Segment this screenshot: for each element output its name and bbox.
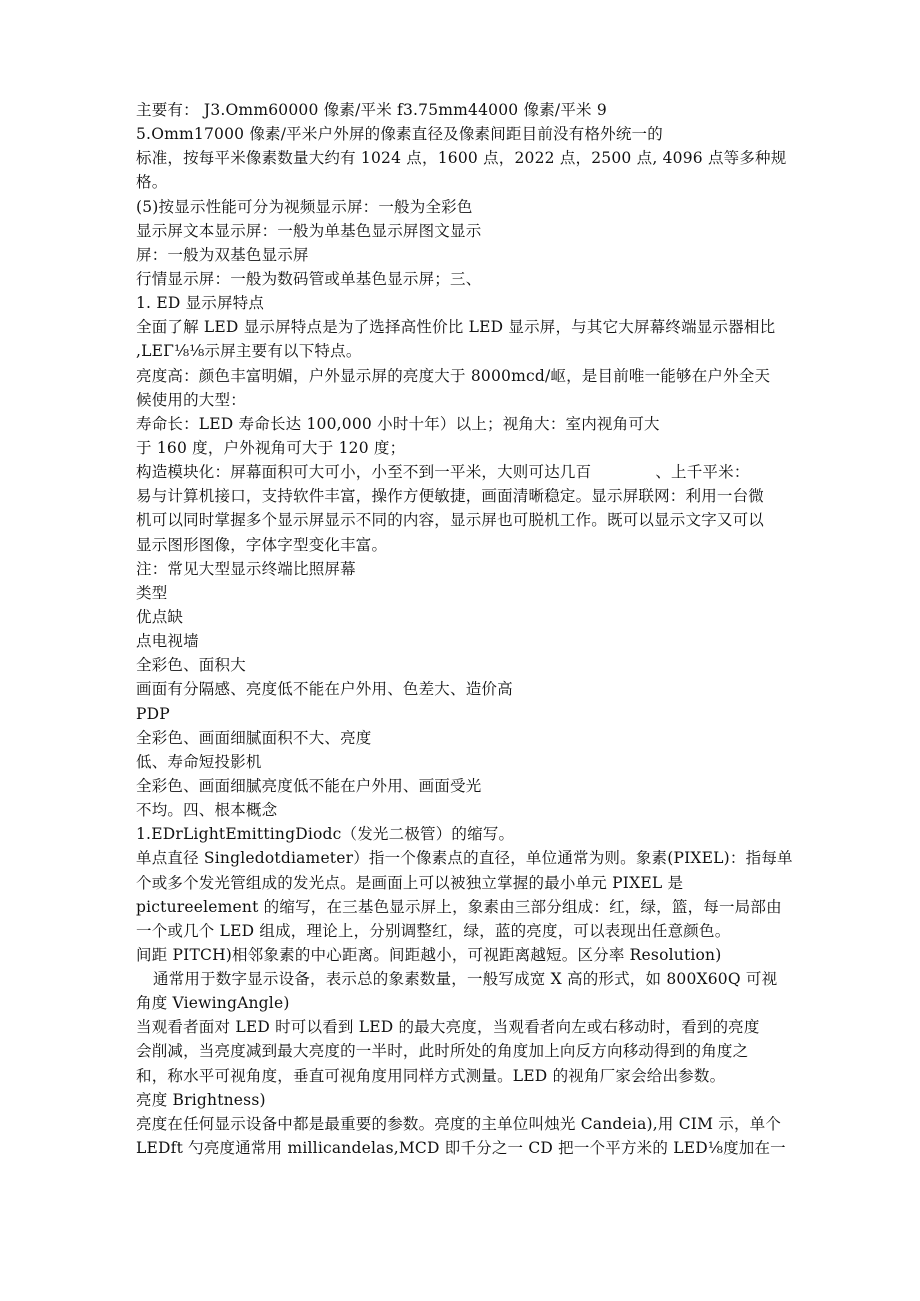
text-line-41: 和，称水平可视角度，垂直可视角度用同样方式测量。LED 的视角厂家会给出参数。	[136, 1066, 726, 1085]
text-line-35: 一个或几个 LED 组成，理论上，分别调整红，绿，蓝的亮度，可以表现出任意颜色。	[136, 921, 731, 940]
text-line-21: 类型	[136, 583, 168, 602]
text-line-36: 间距 PITCH)相邻象素的中心距离。间距越小，可视距离越短。区分率 Resolution)	[136, 945, 722, 964]
text-line-20: 注：常见大型显示终端比照屏幕	[136, 559, 356, 578]
text-line-28: 低、寿命短投影机	[136, 752, 262, 771]
text-line-18: 机可以同时掌握多个显示屏显示不同的内容，显示屏也可脱机工作。既可以显示文字又可以	[136, 511, 765, 530]
text-line-43: 亮度在任何显示设备中都是最重要的参数。亮度的主单位叫烛光 Candeia),用 CIM 示，单个	[136, 1114, 782, 1133]
text-line-26: PDP	[136, 704, 170, 723]
section-heading-led-features: 1. ED 显示屏特点	[136, 294, 265, 313]
text-line-17: 易与计算机接口，支持软件丰富，操作方便敏捷，画面清晰稳定。显示屏联网：利用一台微	[136, 487, 765, 506]
text-line-8: 行情显示屏：一般为数码管或单基色显示屏；三、	[136, 269, 482, 288]
text-line-33: 个或多个发光管组成的发光点。是画面上可以被独立掌握的最小单元 PIXEL 是	[136, 873, 684, 892]
text-line-1: 主要有： J3.Omm60000 像素/平米 f3.75mm44000 像素/平米 9	[136, 101, 607, 119]
text-line-13: 候使用的大型：	[136, 390, 246, 409]
text-line-4: 格。	[136, 173, 168, 192]
text-line-23: 点电视墙	[136, 632, 199, 651]
text-line-31: 1.EDrLightEmittingDiodc（发光二极管）的缩写。	[136, 825, 515, 844]
text-line-11: ,LEΓ⅛⅛示屏主要有以下特点。	[136, 342, 362, 361]
text-line-16	[136, 460, 836, 484]
text-line-38: 角度 ViewingAngle)	[136, 994, 290, 1013]
text-line-3: 标准，按每平米像素数量大约有 1024 点，1600 点，2022 点，2500 点, 4096 点等多种规	[136, 149, 787, 168]
text-line-32: 单点直径 Singledotdiameter）指一个像素点的直径，单位通常为则。象素(PIXEL)：指每单	[136, 849, 793, 868]
text-line-16-tail: 、上千平米：	[655, 463, 750, 482]
text-line-19: 显示图形图像，字体字型变化丰富。	[136, 535, 388, 554]
text-line-24: 全彩色、面积大	[136, 656, 246, 675]
text-line-16-head: 构造模块化：屏幕面积可大可小，小至不到一平米，大则可达几百	[136, 463, 592, 482]
text-line-12: 亮度高：颜色丰富明媚，户外显示屏的亮度大于 8000mcd/岖，是目前唯一能够在户外全天	[136, 366, 771, 385]
text-line-15: 于 160 度，户外视角可大于 120 度；	[136, 438, 406, 457]
text-line-44: LEDft 勺亮度通常用 millicandelas,MCD 即千分之一 CD 把一个平方米的 LED⅛度加在一	[136, 1139, 786, 1158]
text-line-7: 屏：一般为双基色显示屏	[136, 245, 309, 264]
text-line-30: 不均。四、根本概念	[136, 801, 278, 820]
text-line-6: 显示屏文本显示屏：一般为单基色显示屏图文显示	[136, 221, 482, 240]
text-line-10: 全面了解 LED 显示屏特点是为了选择高性价比 LED 显示屏，与其它大屏幕终端显示器相比	[136, 318, 776, 337]
text-line-5: (5)按显示性能可分为视频显示屏：一般为全彩色	[136, 197, 473, 216]
text-line-22: 优点缺	[136, 607, 184, 626]
text-line-14: 寿命长：LED 寿命长达 100,000 小时十年）以上；视角大：室内视角可大	[136, 414, 660, 433]
text-line-39: 当观看者面对 LED 时可以看到 LED 的最大亮度，当观看者向左或右移动时，看到的亮度	[136, 1018, 760, 1037]
text-line-37: 通常用于数字显示设备，表示总的象素数量，一般写成宽 X 高的形式，如 800X60Q 可视	[153, 970, 778, 989]
text-line-27: 全彩色、画面细腻面积不大、亮度	[136, 728, 372, 747]
text-line-40: 会削减，当亮度减到最大亮度的一半时，此时所处的角度加上向反方向移动得到的角度之	[136, 1042, 749, 1061]
text-line-2: 5.Omm17000 像素/平米户外屏的像素直径及像素间距目前没有格外统一的	[136, 125, 663, 144]
text-line-29: 全彩色、画面细腻亮度低不能在户外用、画面受光	[136, 776, 482, 795]
text-line-34: pictureelement 的缩写，在三基色显示屏上，象素由三部分组成：红，绿，篮，每一局部由	[136, 897, 782, 916]
text-line-25: 画面有分隔感、亮度低不能在户外用、色差大、造价高	[136, 680, 513, 699]
text-line-42: 亮度 Brightness)	[136, 1090, 266, 1109]
document-page	[136, 98, 836, 1160]
